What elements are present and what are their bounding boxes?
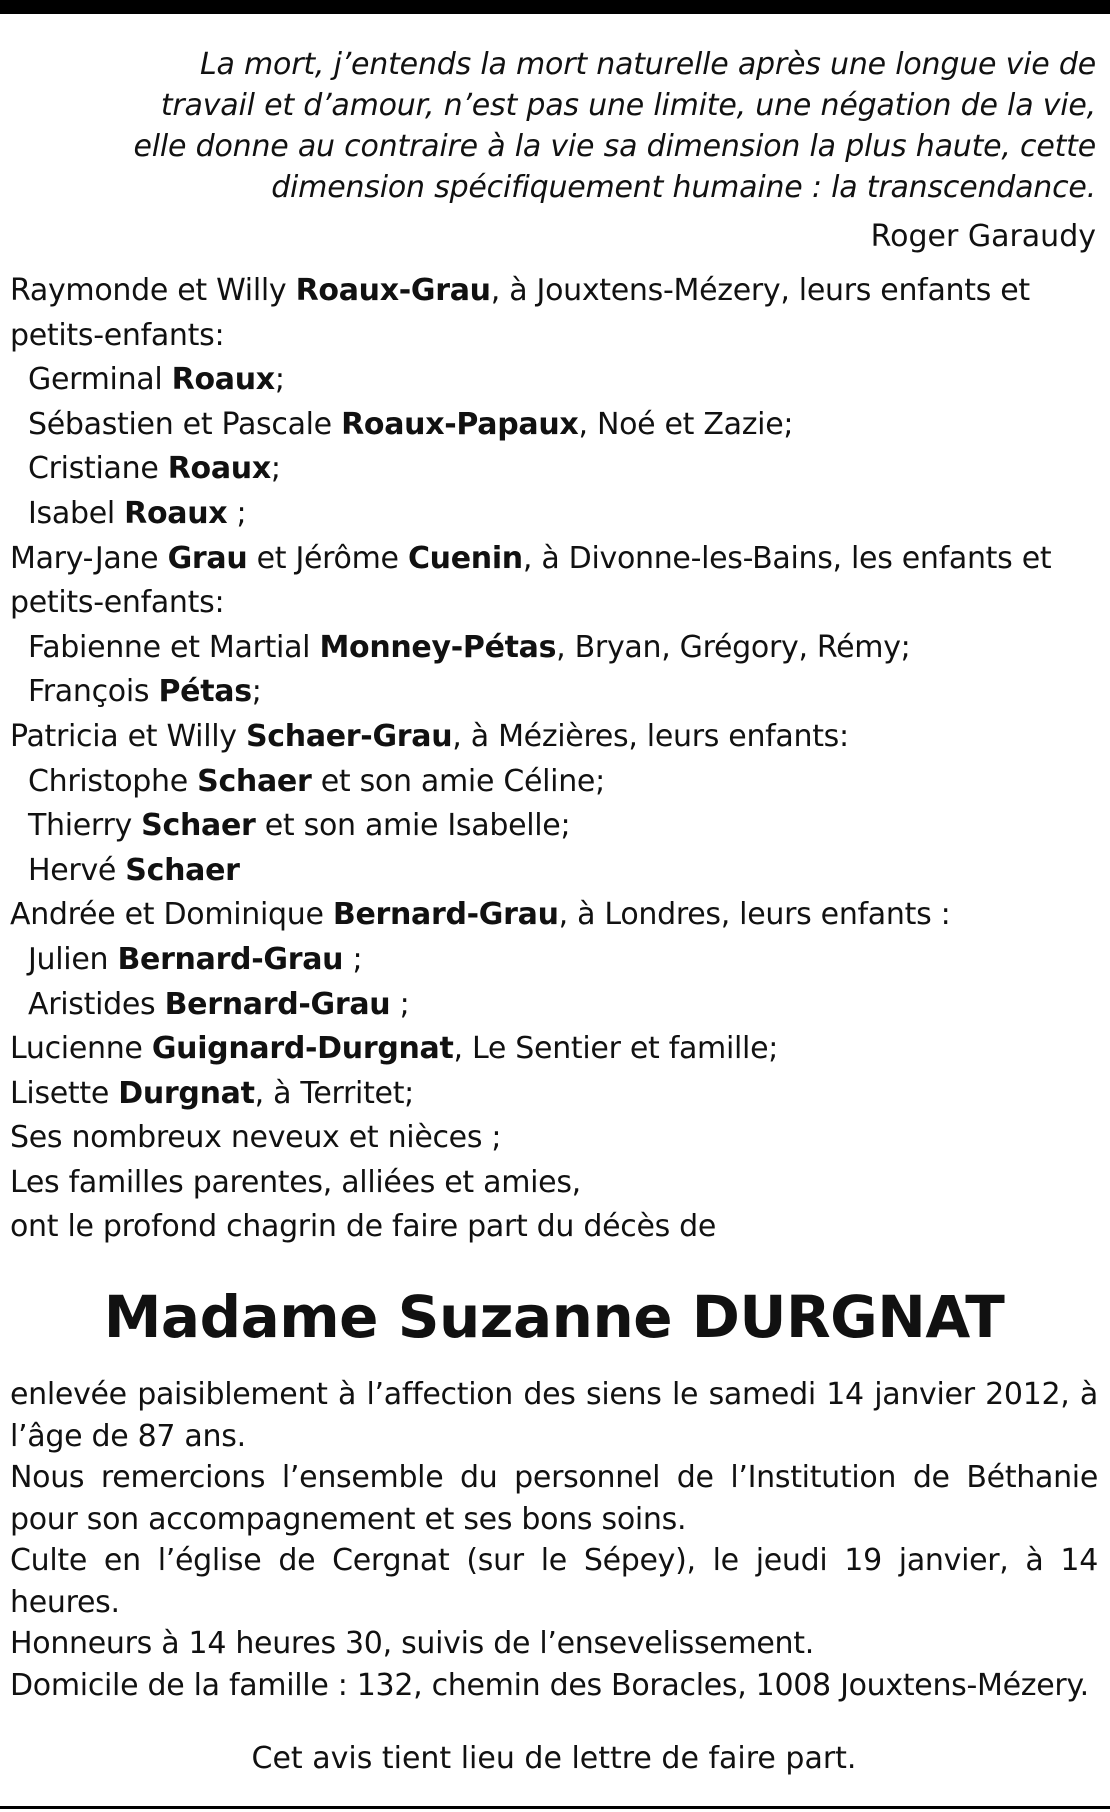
closing-note: Cet avis tient lieu de lettre de faire part. — [251, 1741, 857, 1777]
family-list — [10, 269, 1098, 1250]
family-text: Mary-Jane — [10, 540, 168, 576]
family-line — [10, 893, 1098, 938]
family-text: , Bryan, Grégory, Rémy; — [556, 629, 911, 665]
family-text: Thierry — [28, 808, 142, 844]
family-surname: Bernard-Grau — [117, 941, 344, 977]
family-surname: Schaer — [141, 808, 256, 844]
family-text: Ses nombreux neveux et nièces ; — [10, 1120, 502, 1156]
family-surname: Schaer-Grau — [245, 718, 453, 754]
family-line — [10, 358, 1098, 403]
top-rule — [0, 0, 1110, 14]
family-text: Lisette — [10, 1075, 119, 1111]
family-surname: Bernard-Grau — [164, 986, 391, 1022]
family-text: ; — [274, 362, 285, 398]
family-line — [10, 492, 1098, 537]
family-text: , à Divonne-les-Bains, les enfants et — [522, 540, 1052, 576]
family-text: et Jérôme — [247, 540, 408, 576]
family-text: , Noé et Zazie; — [578, 406, 794, 442]
family-line — [10, 269, 1098, 314]
details-paragraph: Honneurs à 14 heures 30, suivis de l’ensevelissement. — [10, 1626, 814, 1662]
family-line — [10, 537, 1098, 582]
family-text: , à Jouxtens-Mézery, leurs enfants et — [490, 273, 1030, 308]
family-text: , à Londres, leurs enfants : — [558, 897, 951, 933]
family-line — [10, 581, 1098, 626]
family-text: Andrée et Dominique — [10, 897, 333, 933]
family-surname: Roaux-Grau — [295, 273, 491, 308]
deceased-name: Madame Suzanne DURGNAT — [103, 1283, 1005, 1352]
family-text: ; — [270, 451, 281, 487]
family-text: ont le profond chagrin de faire part du décès de — [10, 1209, 717, 1245]
family-text: Cristiane — [28, 451, 168, 487]
family-surname: Roaux-Papaux — [341, 406, 579, 442]
family-surname: Guignard-Durgnat — [151, 1031, 454, 1067]
details-paragraph: Nous remercions l’ensemble du personnel de l’Institution de Béthanie pour son accompagnement et ses bons soins. — [10, 1460, 1098, 1537]
family-text: Aristides — [28, 986, 165, 1022]
family-line — [10, 314, 1098, 359]
family-line — [10, 760, 1098, 805]
family-text: Sébastien et Pascale — [28, 406, 342, 442]
family-text: Les familles parentes, alliées et amies, — [10, 1164, 581, 1200]
family-line — [10, 403, 1098, 448]
family-surname: Pétas — [158, 674, 252, 710]
family-surname: Roaux — [167, 451, 271, 487]
family-text: , Le Sentier et famille; — [453, 1031, 779, 1067]
family-text: Raymonde et Willy — [10, 273, 296, 308]
family-text: Julien — [28, 941, 118, 977]
family-text: ; — [251, 674, 262, 710]
quote-line: elle donne au contraire à la vie sa dimension la plus haute, cette — [133, 129, 1096, 164]
family-line — [10, 670, 1098, 715]
family-surname: Bernard-Grau — [332, 897, 559, 933]
family-text: ; — [227, 495, 247, 531]
family-text: Fabienne et Martial — [28, 629, 320, 665]
family-surname: Schaer — [197, 763, 312, 799]
family-text: et son amie Céline; — [311, 763, 605, 799]
family-text: Isabel — [28, 495, 125, 531]
family-line — [10, 1072, 1098, 1117]
family-text: , à Territet; — [254, 1075, 414, 1111]
family-text: ; — [343, 941, 363, 977]
bottom-rule — [0, 1806, 1110, 1809]
details-paragraph: Culte en l’église de Cergnat (sur le Sépey), le jeudi 19 janvier, à 14 heures. — [10, 1543, 1098, 1620]
family-surname: Grau — [167, 540, 248, 576]
family-text: petits-enfants: — [10, 585, 225, 621]
family-surname: Durgnat — [118, 1075, 255, 1111]
family-line — [10, 1116, 1098, 1161]
family-text: ; — [390, 986, 410, 1022]
family-text: Lucienne — [10, 1031, 152, 1067]
family-line — [10, 1205, 1098, 1250]
family-line — [10, 447, 1098, 492]
family-surname: Schaer — [125, 852, 240, 888]
family-line — [10, 1161, 1098, 1206]
details-paragraph: Domicile de la famille : 132, chemin des Boracles, 1008 Jouxtens-Mézery. — [10, 1667, 1089, 1703]
family-text: Hervé — [28, 852, 126, 888]
details-paragraph: enlevée paisiblement à l’affection des siens le samedi 14 janvier 2012, à l’âge de 87 ans. — [10, 1377, 1098, 1454]
family-surname: Cuenin — [407, 540, 523, 576]
family-line — [10, 715, 1098, 760]
notice-details — [10, 1374, 1098, 1706]
obituary-notice — [10, 44, 1098, 1779]
family-surname: Roaux — [124, 495, 228, 531]
family-text: Patricia et Willy — [10, 718, 246, 754]
family-surname: Roaux — [171, 362, 275, 398]
quote-line: dimension spécifiquement humaine : la transcendance. — [271, 170, 1096, 205]
family-text: François — [28, 674, 159, 710]
family-surname: Monney-Pétas — [319, 629, 557, 665]
family-line — [10, 626, 1098, 671]
family-line — [10, 983, 1098, 1028]
quote-line: travail et d’amour, n’est pas une limite, une négation de la vie, — [160, 88, 1096, 123]
quote-line: La mort, j’entends la mort naturelle après une longue vie de — [200, 47, 1096, 82]
epigraph-quote — [10, 44, 1098, 208]
family-text: petits-enfants: — [10, 317, 225, 353]
family-line — [10, 1027, 1098, 1072]
family-text: Christophe — [28, 763, 198, 799]
family-line — [10, 938, 1098, 983]
family-text: et son amie Isabelle; — [255, 808, 571, 844]
family-text: Germinal — [28, 362, 172, 398]
family-line — [10, 849, 1098, 894]
family-text: , à Mézières, leurs enfants: — [452, 718, 849, 754]
family-line — [10, 804, 1098, 849]
quote-author: Roger Garaudy — [870, 219, 1096, 254]
